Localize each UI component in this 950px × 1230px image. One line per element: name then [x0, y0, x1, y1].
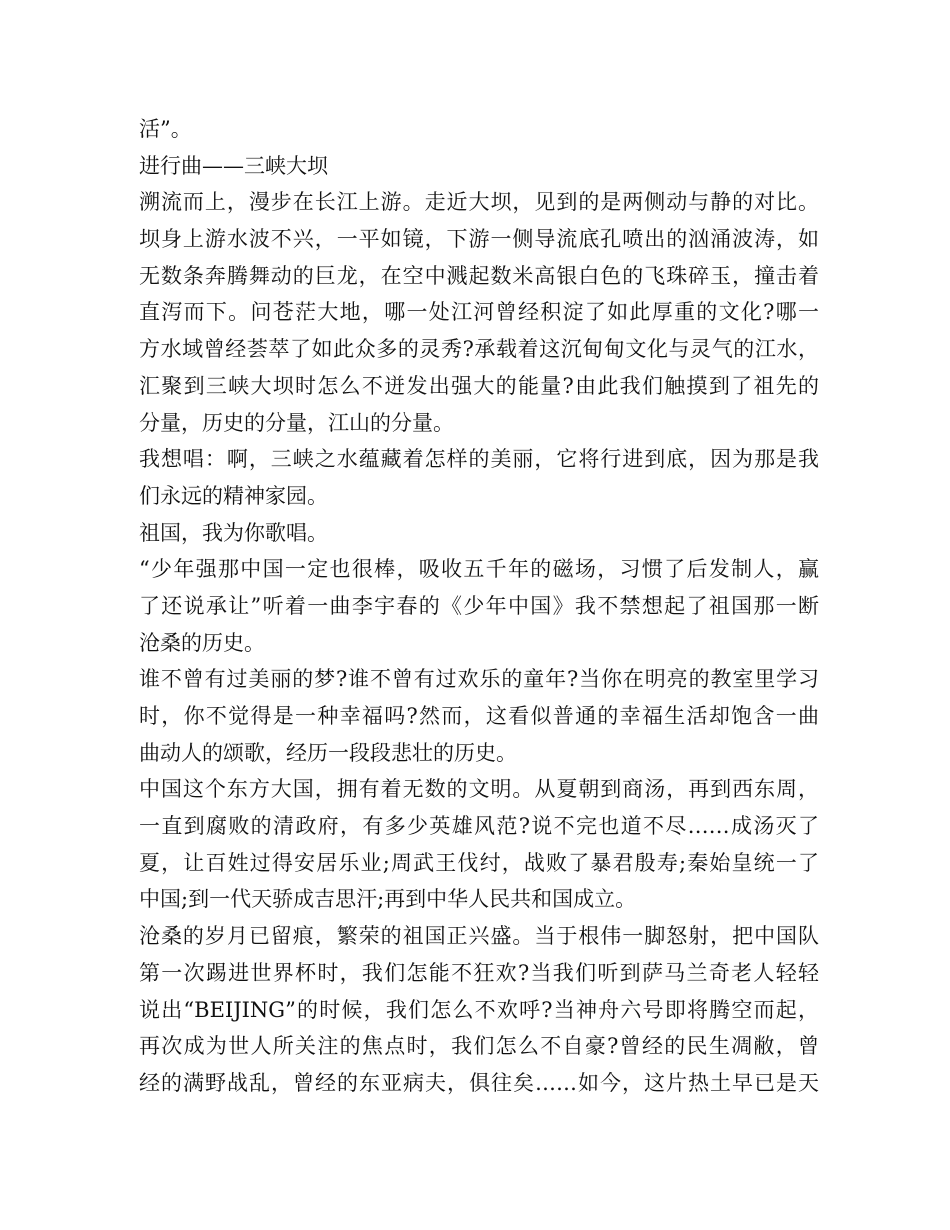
text-line: 活”。: [139, 117, 192, 141]
text-line: 谁不曾有过美丽的梦?谁不曾有过欢乐的童年?当你在明亮的教室里学习: [139, 667, 819, 692]
text-line: 分量，历史的分量，江山的分量。: [139, 410, 454, 435]
text-line: 进行曲——三峡大坝: [139, 153, 328, 178]
text-line: 方水域曾经荟萃了如此众多的灵秀?承载着这沉甸甸文化与灵气的江水，: [139, 337, 819, 362]
text-line: 沧桑的历史。: [139, 630, 265, 655]
text-line: 中国;到一代天骄成吉思汗;再到中华人民共和国成立。: [139, 887, 637, 912]
text-line: 夏，让百姓过得安居乐业;周武王伐纣，战败了暴君殷寿;秦始皇统一了: [139, 850, 819, 875]
text-line: 一直到腐败的清政府，有多少英雄风范?说不完也道不尽……成汤灭了: [139, 814, 819, 839]
text-line: 坝身上游水波不兴，一平如镜，下游一侧导流底孔喷出的汹涌波涛，如: [139, 227, 819, 252]
text-line: 汇聚到三峡大坝时怎么不迸发出强大的能量?由此我们触摸到了祖先的: [139, 373, 819, 398]
text-line: “少年强那中国一定也很棒，吸收五千年的磁场，习惯了后发制人，赢: [139, 557, 819, 582]
text-line: 们永远的精神家园。: [139, 483, 328, 508]
body-text: [139, 111, 819, 1102]
text-line: 经的满野战乱，曾经的东亚病夫，俱往矣……如今，这片热土早已是天: [139, 1070, 819, 1095]
text-line: 我想唱：啊，三峡之水蕴藏着怎样的美丽，它将行进到底，因为那是我: [139, 447, 819, 472]
text-line: 时，你不觉得是一种幸福吗?然而，这看似普通的幸福生活却饱含一曲: [139, 704, 819, 728]
text-line: 直泻而下。问苍茫大地，哪一处江河曾经积淀了如此厚重的文化?哪一: [139, 300, 819, 325]
text-line: 祖国，我为你歌唱。: [139, 520, 328, 545]
text-line: 了还说承让”听着一曲李宇春的《少年中国》我不禁想起了祖国那一断: [139, 593, 819, 618]
text-line: 沧桑的岁月已留痕，繁荣的祖国正兴盛。当于根伟一脚怒射，把中国队: [139, 924, 819, 949]
text-line: 无数条奔腾舞动的巨龙，在空中溅起数米高银白色的飞珠碎玉，撞击着: [139, 263, 819, 288]
text-line: 说出“BEIJING”的时候，我们怎么不欢呼?当神舟六号即将腾空而起，: [139, 997, 819, 1022]
text-line: 第一次踢进世界杯时，我们怎能不狂欢?当我们听到萨马兰奇老人轻轻: [139, 960, 819, 985]
text-line: 再次成为世人所关注的焦点时，我们怎么不自豪?曾经的民生凋敝，曾: [139, 1034, 819, 1059]
text-line: 曲动人的颂歌，经历一段段悲壮的历史。: [139, 740, 517, 765]
text-line: 中国这个东方大国，拥有着无数的文明。从夏朝到商汤，再到西东周，: [139, 777, 819, 802]
text-line: 溯流而上，漫步在长江上游。走近大坝，见到的是两侧动与静的对比。: [139, 190, 819, 215]
